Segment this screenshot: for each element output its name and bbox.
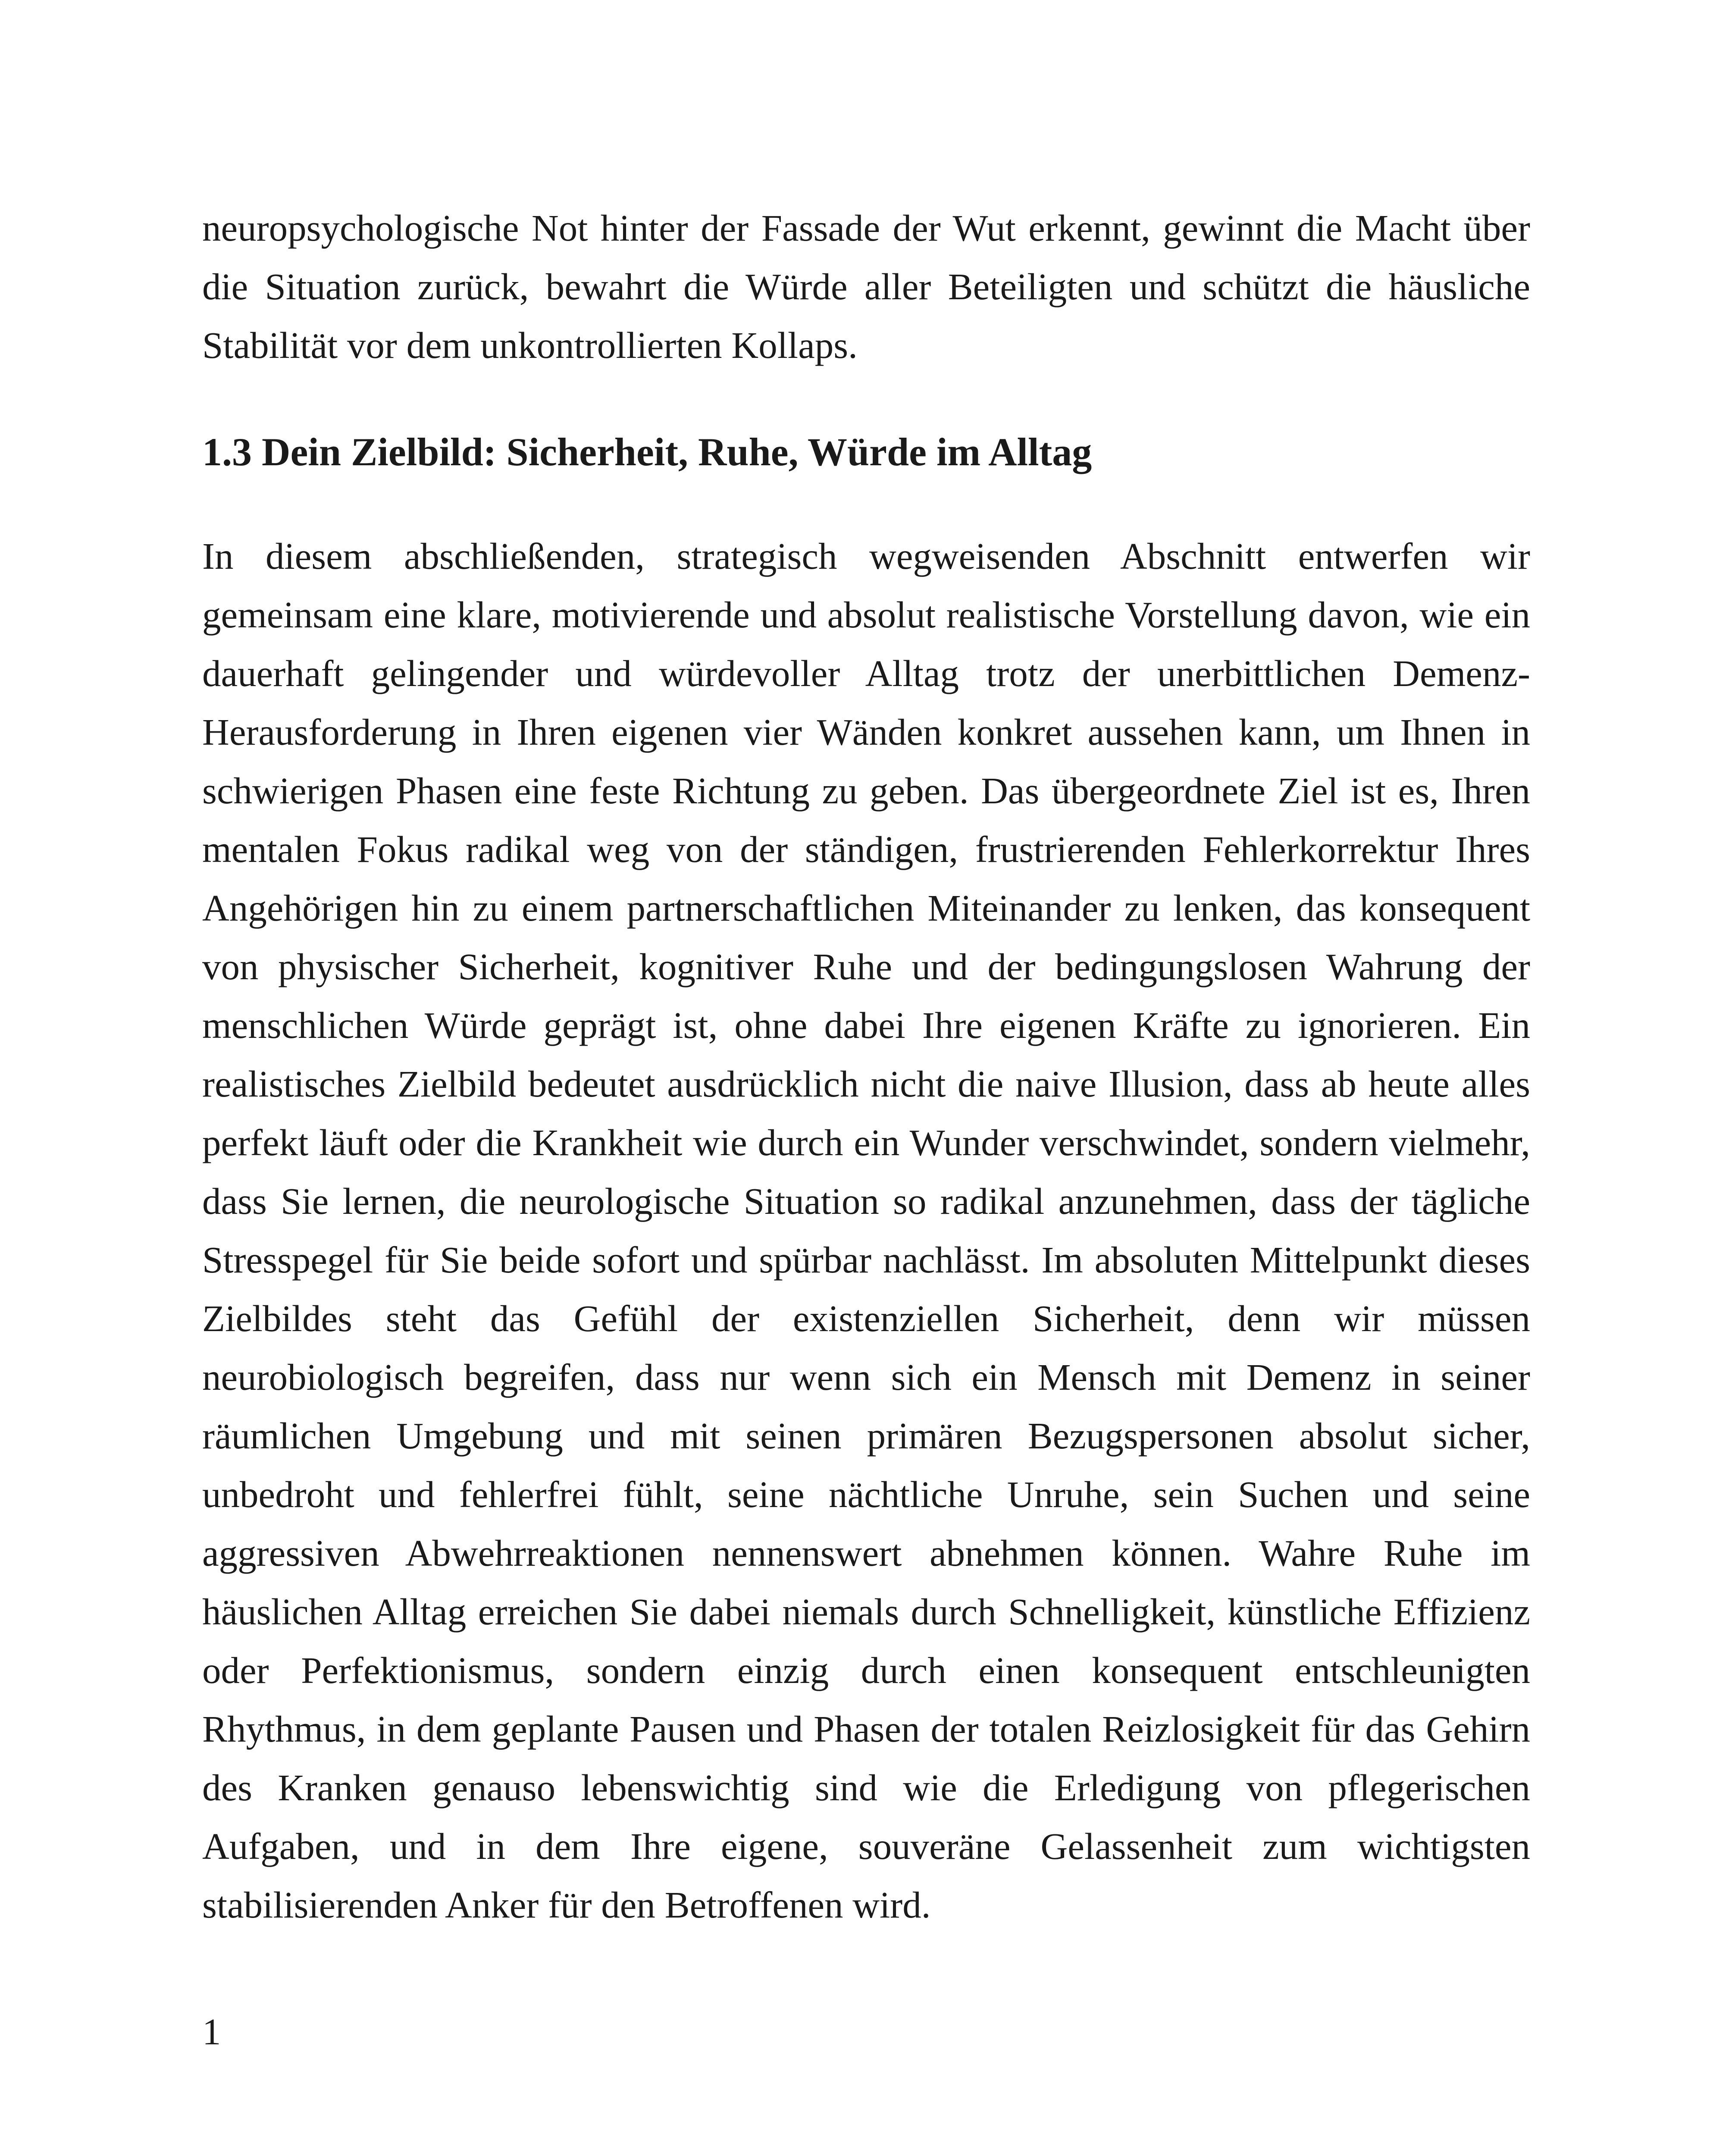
main-paragraph: In diesem abschließenden, strategisch wegweisenden Abschnitt entwerfen wir gemeinsam eine klare, motivierende und absolut realistische Vorstellung davon, wie ein dauerhaft gelingender und würdevoller Alltag trotz der unerbittlichen Demenz-Herausforderung in Ihren eigenen vier Wänden konkret aussehen kann, um Ihnen in schwierigen Phasen eine feste Richtung zu geben. Das übergeordnete Ziel ist es, Ihren mentalen Fokus radikal weg von der ständigen, frustrierenden Fehlerkorrektur Ihres Angehörigen hin zu einem partnerschaftlichen Miteinander zu lenken, das konsequent von physischer Sicherheit, kognitiver Ruhe und der bedingungslosen Wahrung der menschlichen Würde geprägt ist, ohne dabei Ihre eigenen Kräfte zu ignorieren. Ein realistisches Zielbild bedeutet ausdrücklich nicht die naive Illusion, dass ab heute alles perfekt läuft oder die Krankheit wie durch ein Wunder verschwindet, sondern vielmehr, dass Sie lernen, die neurologische Situation so radikal anzunehmen, dass der tägliche Stresspegel für Sie beide sofort und spürbar nachlässt. Im absoluten Mittelpunkt dieses Zielbildes steht das Gefühl der existenziellen Sicherheit, denn wir müssen neurobiologisch begreifen, dass nur wenn sich ein Mensch mit Demenz in seiner räumlichen Umgebung und mit seinen primären Bezugspersonen absolut sicher, unbedroht und fehlerfrei fühlt, seine nächtliche Unruhe, sein Suchen und seine aggressiven Abwehrreaktionen nennenswert abnehmen können. Wahre Ruhe im häuslichen Alltag erreichen Sie dabei niemals durch Schnelligkeit, künstliche Effizienz oder Perfektionismus, sondern einzig durch einen konsequent entschleunigten Rhythmus, in dem geplante Pausen und Phasen der totalen Reizlosigkeit für das Gehirn des Kranken genauso lebenswichtig sind wie die Erledigung von pflegerischen Aufgaben, und in dem Ihre eigene, souveräne Gelassenheit zum wichtigsten stabilisierenden Anker für den Betroffenen wird. bbox=[202, 535, 1530, 1926]
section-heading: 1.3 Dein Zielbild: Sicherheit, Ruhe, Würde im Alltag bbox=[202, 430, 1092, 474]
page-number: 1 bbox=[202, 2011, 221, 2053]
intro-paragraph: neuropsychologische Not hinter der Fassade der Wut erkennt, gewinnt die Macht über die Situation zurück, bewahrt die Würde aller Beteiligten und schützt die häusliche Stabilität vor dem unkontrollierten Kollaps. bbox=[202, 207, 1530, 366]
